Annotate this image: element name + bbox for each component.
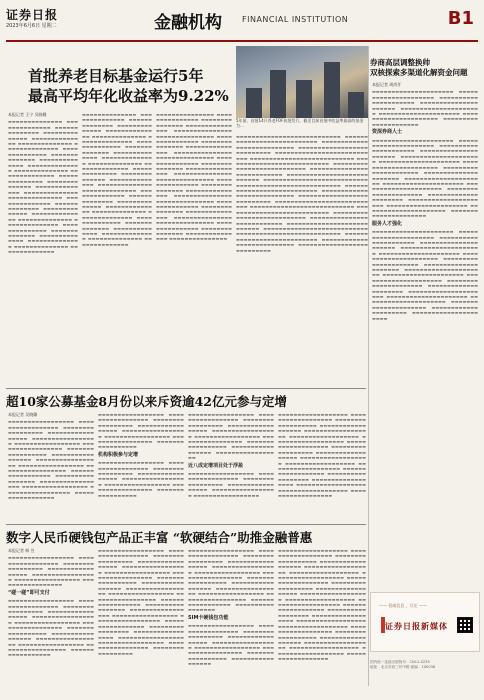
- story2-headline: 超10家公募基金8月份以来斥资逾42亿元参与定增: [6, 394, 287, 409]
- body-text: ▬▬▬▬▬▬▬▬▬▬▬▬▬▬▬ ▬▬▬▬▬▬▬▬▬▬▬▬▬▬▬ ▬▬▬▬▬▬▬▬▬▬▬▬▬▬▬ ▬▬▬▬▬▬▬▬▬▬▬▬▬▬▬ ▬▬▬▬▬▬▬▬▬▬▬▬▬▬▬ ▬▬▬▬▬▬▬▬▬▬▬▬▬▬▬ ▬▬▬▬▬▬▬▬▬▬▬▬▬▬▬ ▬▬▬▬▬▬▬▬▬▬▬▬▬▬▬ ▬▬▬▬▬▬▬▬▬▬▬▬▬▬▬ ▬▬▬▬▬▬▬▬▬▬▬▬▬▬▬ ▬▬▬▬▬▬▬▬▬▬▬▬▬▬▬ ▬▬▬▬▬▬▬▬▬▬▬▬▬▬▬ ▬▬▬▬▬▬▬▬▬▬▬▬▬▬▬ ▬▬▬▬▬▬▬▬▬▬▬▬▬▬▬ ▬▬▬▬▬▬▬▬▬▬▬▬▬▬▬ ▬▬▬▬▬▬▬▬▬▬▬▬▬▬▬ ▬▬▬▬▬▬▬▬▬▬▬▬▬▬▬ ▬▬▬▬▬▬▬▬▬▬▬▬▬▬▬ ▬▬▬▬▬▬▬▬▬▬▬▬▬▬▬ ▬▬▬▬▬▬▬▬▬▬▬▬▬▬▬ ▬▬▬▬▬▬▬▬▬▬▬▬▬▬▬ ▬▬▬▬▬▬▬▬▬▬▬▬▬▬▬ ▬▬▬▬▬▬▬▬▬▬▬▬▬▬▬ ▬▬▬▬▬▬▬▬▬▬▬▬▬▬▬ ▬▬▬▬▬▬▬▬▬▬▬▬▬▬▬ ▬▬▬▬▬▬▬▬▬▬▬▬▬▬▬ ▬▬▬▬▬▬▬▬▬▬▬▬▬▬▬ ▬▬▬▬▬▬▬▬▬▬▬▬▬▬▬ ▬▬▬▬▬▬▬▬▬▬▬▬▬▬▬ ▬▬▬▬▬▬▬▬▬▬▬▬▬▬▬: [156, 112, 234, 242]
- body-text: ▬▬▬▬▬▬▬▬▬▬▬▬▬▬▬▬▬ ▬▬▬▬▬▬▬▬▬▬▬▬▬▬▬▬▬ ▬▬▬▬▬▬▬▬▬▬▬▬▬▬▬▬▬ ▬▬▬▬▬▬▬▬▬▬▬▬▬▬▬▬▬ ▬▬▬▬▬▬▬▬▬▬▬▬▬▬▬▬▬ ▬▬▬▬▬▬▬▬▬▬▬▬▬▬▬▬▬ ▬▬▬▬▬▬▬▬▬▬▬▬▬▬▬▬▬ ▬▬▬▬▬▬▬▬▬▬▬▬▬▬▬▬▬ ▬▬▬▬▬▬▬▬▬▬▬▬▬▬▬▬▬ ▬▬▬▬▬▬▬▬▬▬▬▬▬▬▬▬▬ ▬▬▬▬▬▬▬▬▬▬▬▬▬▬▬▬▬ ▬▬▬▬▬▬▬▬▬▬▬▬▬▬▬▬▬ ▬▬▬▬▬▬▬▬▬▬▬▬▬▬▬▬▬ ▬▬▬▬▬▬▬▬▬▬▬▬▬▬▬▬▬ ▬▬▬▬▬▬▬▬▬▬▬▬▬▬▬▬▬ ▬▬▬▬▬▬▬▬▬▬▬▬▬▬▬▬▬ ▬▬▬▬▬▬▬▬▬▬▬▬▬▬▬▬▬ ▬▬▬▬▬▬▬▬▬▬▬▬▬▬▬▬▬: [8, 419, 94, 501]
- lead-headline-line1: 首批养老目标基金运行5年: [28, 67, 204, 85]
- advertisement-box[interactable]: [370, 592, 480, 652]
- body-text: ▬▬▬▬▬▬▬▬▬▬▬▬▬▬▬▬▬ ▬▬▬▬▬▬▬▬▬▬▬▬▬▬▬▬▬ ▬▬▬▬▬▬▬▬▬▬▬▬▬▬▬▬▬ ▬▬▬▬▬▬▬▬▬▬▬▬▬▬▬▬▬ ▬▬▬▬▬▬▬▬▬▬▬▬▬▬▬▬▬ ▬▬▬▬▬▬▬▬▬▬▬▬▬▬▬▬▬: [188, 471, 274, 498]
- page-number: B1: [447, 8, 474, 29]
- lead-column-3: [156, 112, 232, 384]
- column-divider: [368, 46, 369, 686]
- story3-column-1: [8, 548, 94, 694]
- photo-building: [348, 92, 364, 118]
- section-rule: [6, 524, 366, 525]
- body-text: ▬▬▬▬▬▬▬▬▬▬▬▬▬▬▬▬▬▬ ▬▬▬▬▬▬▬▬▬▬▬▬▬▬▬▬▬▬ ▬▬▬▬▬▬▬▬▬▬▬▬▬▬▬▬▬▬ ▬▬▬▬▬▬▬▬▬▬▬▬▬▬▬▬▬▬ ▬▬▬▬▬▬▬▬▬▬▬▬▬▬▬▬▬▬ ▬▬▬▬▬▬▬▬▬▬▬▬▬▬▬▬▬▬ ▬▬▬▬▬▬▬▬▬▬▬▬▬▬▬▬▬▬ ▬▬▬▬▬▬▬▬▬▬▬▬▬▬▬▬▬▬ ▬▬▬▬▬▬▬▬▬▬▬▬▬▬▬▬▬▬ ▬▬▬▬▬▬▬▬▬▬▬▬▬▬▬▬▬▬ ▬▬▬▬▬▬▬▬▬▬▬▬▬▬▬▬▬▬ ▬▬▬▬▬▬▬▬▬▬▬▬▬▬▬▬▬▬ ▬▬▬▬▬▬▬▬▬▬▬▬▬▬▬▬▬▬ ▬▬▬▬▬▬▬▬▬▬▬▬▬▬▬▬▬▬ ▬▬▬▬▬▬▬▬▬▬▬▬▬▬▬▬▬▬ ▬▬▬▬▬▬▬▬▬▬▬▬▬▬▬▬▬▬ ▬▬▬▬▬▬▬▬▬▬▬▬▬▬▬▬▬▬ ▬▬▬▬▬▬▬▬▬▬▬▬▬▬▬▬▬▬ ▬▬▬▬▬▬▬▬▬▬▬▬▬▬▬▬▬▬: [278, 412, 368, 499]
- story2-subhead-1: 机构积极参与定增: [98, 451, 139, 458]
- body-text: ▬▬▬▬▬▬▬▬▬▬▬▬▬▬▬▬▬ ▬▬▬▬▬▬▬▬▬▬▬▬▬▬▬▬▬ ▬▬▬▬▬▬▬▬▬▬▬▬▬▬▬▬▬ ▬▬▬▬▬▬▬▬▬▬▬▬▬▬▬▬▬ ▬▬▬▬▬▬▬▬▬▬▬▬▬▬▬▬▬ ▬▬▬▬▬▬▬▬▬▬▬▬▬▬▬▬▬ ▬▬▬▬▬▬▬▬▬▬▬▬▬▬▬▬▬ ▬▬▬▬▬▬▬▬▬▬▬▬▬▬▬▬▬ ▬▬▬▬▬▬▬▬▬▬▬▬▬▬▬▬▬ ▬▬▬▬▬▬▬▬▬▬▬▬▬▬▬▬▬ ▬▬▬▬▬▬▬▬▬▬▬▬▬▬▬▬▬ ▬▬▬▬▬▬▬▬▬▬▬▬▬▬▬▬▬ ▬▬▬▬▬▬▬▬▬▬▬▬▬▬▬▬▬ ▬▬▬▬▬▬▬▬▬▬▬▬▬▬▬▬▬ ▬▬▬▬▬▬▬▬▬▬▬▬▬▬▬▬▬ ▬▬▬▬▬▬▬▬▬▬▬▬▬▬▬▬▬ ▬▬▬▬▬▬▬▬▬▬▬▬▬▬▬▬▬ ▬▬▬▬▬▬▬▬▬▬▬▬▬▬▬▬▬ ▬▬▬▬▬▬▬▬▬▬▬▬▬▬▬▬▬ ▬▬▬▬▬▬▬▬▬▬▬▬▬▬▬▬▬ ▬▬▬▬▬▬▬▬▬▬▬▬▬▬▬▬▬ ▬▬▬▬▬▬▬▬▬▬▬▬▬▬▬▬▬ ▬▬▬▬▬▬▬▬▬▬▬▬▬▬▬▬▬ ▬▬▬▬▬▬▬▬▬▬▬▬▬▬▬▬▬: [98, 548, 186, 656]
- ad-slogan: —— 权威信息 ，尽在 ——: [379, 603, 427, 608]
- lead-byline: 本报记者 王宁 吴晓璐: [8, 112, 47, 117]
- body-text: ▬▬▬▬▬▬▬▬▬▬▬▬▬▬▬▬▬▬▬▬▬ ▬▬▬▬▬▬▬▬▬▬▬▬▬▬▬▬▬▬▬▬▬ ▬▬▬▬▬▬▬▬▬▬▬▬▬▬▬▬▬▬▬▬▬ ▬▬▬▬▬▬▬▬▬▬▬▬▬▬▬▬▬▬▬▬▬ ▬▬▬▬▬▬▬▬▬▬▬▬▬▬▬▬▬▬▬▬▬ ▬▬▬▬▬▬▬▬▬▬▬▬▬▬▬▬▬▬▬▬▬ ▬▬▬▬▬▬▬▬▬▬▬▬▬▬▬▬▬▬▬▬▬ ▬▬▬▬▬▬▬▬▬▬▬▬▬▬▬▬▬▬▬▬▬ ▬▬▬▬▬▬▬▬▬▬▬▬▬▬▬▬▬▬▬▬▬ ▬▬▬▬▬▬▬▬▬▬▬▬▬▬▬▬▬▬▬▬▬ ▬▬▬▬▬▬▬▬▬▬▬▬▬▬▬▬▬▬▬▬▬ ▬▬▬▬▬▬▬▬▬▬▬▬▬▬▬▬▬▬▬▬▬ ▬▬▬▬▬▬▬▬▬▬▬▬▬▬▬▬▬▬▬▬▬ ▬▬▬▬▬▬▬▬▬▬▬▬▬▬▬▬▬▬▬▬▬ ▬▬▬▬▬▬▬▬▬▬▬▬▬▬▬▬▬▬▬▬▬ ▬▬▬▬▬▬▬▬▬▬▬▬▬▬▬▬▬▬▬▬▬ ▬▬▬▬▬▬▬▬▬▬▬▬▬▬▬▬▬▬▬▬▬ ▬▬▬▬▬▬▬▬▬▬▬▬▬▬▬▬▬▬▬▬▬ ▬▬▬▬▬▬▬▬▬▬▬▬▬▬▬▬▬▬▬▬▬ ▬▬▬▬▬▬▬▬▬▬▬▬▬▬▬▬▬▬▬▬▬: [372, 229, 478, 321]
- story3-byline: 本报记者 韩 昱: [8, 548, 35, 553]
- masthead: [6, 4, 478, 42]
- section-rule: [6, 388, 366, 389]
- lead-photo: [236, 46, 368, 118]
- story2-column-3: [188, 412, 274, 522]
- lead-headline: [28, 66, 229, 106]
- body-text: ▬▬▬▬▬▬▬▬▬▬▬▬▬▬▬▬▬ ▬▬▬▬▬▬▬▬▬▬▬▬▬▬▬▬▬ ▬▬▬▬▬▬▬▬▬▬▬▬▬▬▬▬▬ ▬▬▬▬▬▬▬▬▬▬▬▬▬▬▬▬▬ ▬▬▬▬▬▬▬▬▬▬▬▬▬▬▬▬▬ ▬▬▬▬▬▬▬▬▬▬▬▬▬▬▬▬▬ ▬▬▬▬▬▬▬▬▬▬▬▬▬▬▬▬▬ ▬▬▬▬▬▬▬▬▬▬▬▬▬▬▬▬▬: [98, 412, 184, 450]
- lead-column-1: [8, 112, 78, 384]
- photo-building: [296, 80, 312, 118]
- body-text: ▬▬▬▬▬▬▬▬▬▬▬▬▬▬▬▬▬▬▬▬▬ ▬▬▬▬▬▬▬▬▬▬▬▬▬▬▬▬▬▬▬▬▬ ▬▬▬▬▬▬▬▬▬▬▬▬▬▬▬▬▬▬▬▬▬ ▬▬▬▬▬▬▬▬▬▬▬▬▬▬▬▬▬▬▬▬▬ ▬▬▬▬▬▬▬▬▬▬▬▬▬▬▬▬▬▬▬▬▬ ▬▬▬▬▬▬▬▬▬▬▬▬▬▬▬▬▬▬▬▬▬ ▬▬▬▬▬▬▬▬▬▬▬▬▬▬▬▬▬▬▬▬▬ ▬▬▬▬▬▬▬▬▬▬▬▬▬▬▬▬▬▬▬▬▬ ▬▬▬▬▬▬▬▬▬▬▬▬▬▬▬▬▬▬▬▬▬ ▬▬▬▬▬▬▬▬▬▬▬▬▬▬▬▬▬▬▬▬▬ ▬▬▬▬▬▬▬▬▬▬▬▬▬▬▬▬▬▬▬▬▬ ▬▬▬▬▬▬▬▬▬▬▬▬▬▬▬▬▬▬▬▬▬ ▬▬▬▬▬▬▬▬▬▬▬▬▬▬▬▬▬▬▬▬▬ ▬▬▬▬▬▬▬▬▬▬▬▬▬▬▬▬▬▬▬▬▬ ▬▬▬▬▬▬▬▬▬▬▬▬▬▬▬▬▬▬▬▬▬ ▬▬▬▬▬▬▬▬▬▬▬▬▬▬▬▬▬▬▬▬▬ ▬▬▬▬▬▬▬▬▬▬▬▬▬▬▬▬▬▬▬▬▬ ▬▬▬▬▬▬▬▬▬▬▬▬▬▬▬▬▬▬▬▬▬: [372, 137, 478, 219]
- lead-column-4: [236, 134, 368, 384]
- body-text: ▬▬▬▬▬▬▬▬▬▬▬▬▬▬▬▬▬ ▬▬▬▬▬▬▬▬▬▬▬▬▬▬▬▬▬ ▬▬▬▬▬▬▬▬▬▬▬▬▬▬▬▬▬ ▬▬▬▬▬▬▬▬▬▬▬▬▬▬▬▬▬ ▬▬▬▬▬▬▬▬▬▬▬▬▬▬▬▬▬ ▬▬▬▬▬▬▬▬▬▬▬▬▬▬▬▬▬ ▬▬▬▬▬▬▬▬▬▬▬▬▬▬▬▬▬ ▬▬▬▬▬▬▬▬▬▬▬▬▬▬▬▬▬ ▬▬▬▬▬▬▬▬▬▬▬▬▬▬▬▬▬: [188, 623, 274, 667]
- right-headline-line1: 券商高层调整换帅: [370, 58, 430, 67]
- body-text: ▬▬▬▬▬▬▬▬▬▬▬▬▬▬▬▬▬▬ ▬▬▬▬▬▬▬▬▬▬▬▬▬▬▬▬▬▬ ▬▬▬▬▬▬▬▬▬▬▬▬▬▬▬▬▬▬ ▬▬▬▬▬▬▬▬▬▬▬▬▬▬▬▬▬▬ ▬▬▬▬▬▬▬▬▬▬▬▬▬▬▬▬▬▬ ▬▬▬▬▬▬▬▬▬▬▬▬▬▬▬▬▬▬ ▬▬▬▬▬▬▬▬▬▬▬▬▬▬▬▬▬▬ ▬▬▬▬▬▬▬▬▬▬▬▬▬▬▬▬▬▬ ▬▬▬▬▬▬▬▬▬▬▬▬▬▬▬▬▬▬ ▬▬▬▬▬▬▬▬▬▬▬▬▬▬▬▬▬▬ ▬▬▬▬▬▬▬▬▬▬▬▬▬▬▬▬▬▬ ▬▬▬▬▬▬▬▬▬▬▬▬▬▬▬▬▬▬ ▬▬▬▬▬▬▬▬▬▬▬▬▬▬▬▬▬▬ ▬▬▬▬▬▬▬▬▬▬▬▬▬▬▬▬▬▬ ▬▬▬▬▬▬▬▬▬▬▬▬▬▬▬▬▬▬ ▬▬▬▬▬▬▬▬▬▬▬▬▬▬▬▬▬▬ ▬▬▬▬▬▬▬▬▬▬▬▬▬▬▬▬▬▬ ▬▬▬▬▬▬▬▬▬▬▬▬▬▬▬▬▬▬ ▬▬▬▬▬▬▬▬▬▬▬▬▬▬▬▬▬▬ ▬▬▬▬▬▬▬▬▬▬▬▬▬▬▬▬▬▬ ▬▬▬▬▬▬▬▬▬▬▬▬▬▬▬▬▬▬ ▬▬▬▬▬▬▬▬▬▬▬▬▬▬▬▬▬▬ ▬▬▬▬▬▬▬▬▬▬▬▬▬▬▬▬▬▬ ▬▬▬▬▬▬▬▬▬▬▬▬▬▬▬▬▬▬ ▬▬▬▬▬▬▬▬▬▬▬▬▬▬▬▬▬▬: [278, 548, 368, 662]
- story3-column-3: [188, 548, 274, 694]
- footer: [370, 660, 480, 670]
- body-text: ▬▬▬▬▬▬▬▬▬▬▬▬▬▬▬▬▬▬▬▬▬▬▬▬▬▬▬ ▬▬▬▬▬▬▬▬▬▬▬▬▬▬▬▬▬▬▬▬▬▬▬▬▬▬▬ ▬▬▬▬▬▬▬▬▬▬▬▬▬▬▬▬▬▬▬▬▬▬▬▬▬▬▬ ▬▬▬▬▬▬▬▬▬▬▬▬▬▬▬▬▬▬▬▬▬▬▬▬▬▬▬ ▬▬▬▬▬▬▬▬▬▬▬▬▬▬▬▬▬▬▬▬▬▬▬▬▬▬▬ ▬▬▬▬▬▬▬▬▬▬▬▬▬▬▬▬▬▬▬▬▬▬▬▬▬▬▬ ▬▬▬▬▬▬▬▬▬▬▬▬▬▬▬▬▬▬▬▬▬▬▬▬▬▬▬ ▬▬▬▬▬▬▬▬▬▬▬▬▬▬▬▬▬▬▬▬▬▬▬▬▬▬▬ ▬▬▬▬▬▬▬▬▬▬▬▬▬▬▬▬▬▬▬▬▬▬▬▬▬▬▬ ▬▬▬▬▬▬▬▬▬▬▬▬▬▬▬▬▬▬▬▬▬▬▬▬▬▬▬ ▬▬▬▬▬▬▬▬▬▬▬▬▬▬▬▬▬▬▬▬▬▬▬▬▬▬▬ ▬▬▬▬▬▬▬▬▬▬▬▬▬▬▬▬▬▬▬▬▬▬▬▬▬▬▬ ▬▬▬▬▬▬▬▬▬▬▬▬▬▬▬▬▬▬▬▬▬▬▬▬▬▬▬ ▬▬▬▬▬▬▬▬▬▬▬▬▬▬▬▬▬▬▬▬▬▬▬▬▬▬▬ ▬▬▬▬▬▬▬▬▬▬▬▬▬▬▬▬▬▬▬▬▬▬▬▬▬▬▬ ▬▬▬▬▬▬▬▬▬▬▬▬▬▬▬▬▬▬▬▬▬▬▬▬▬▬▬ ▬▬▬▬▬▬▬▬▬▬▬▬▬▬▬▬▬▬▬▬▬▬▬▬▬▬▬ ▬▬▬▬▬▬▬▬▬▬▬▬▬▬▬▬▬▬▬▬▬▬▬▬▬▬▬ ▬▬▬▬▬▬▬▬▬▬▬▬▬▬▬▬▬▬▬▬▬▬▬▬▬▬▬ ▬▬▬▬▬▬▬▬▬▬▬▬▬▬▬▬▬▬▬▬▬▬▬▬▬▬▬ ▬▬▬▬▬▬▬▬▬▬▬▬▬▬▬▬▬▬▬▬▬▬▬▬▬▬▬ ▬▬▬▬▬▬▬▬▬▬▬▬▬▬▬▬▬▬▬▬▬▬▬▬▬▬▬ ▬▬▬▬▬▬▬▬▬▬▬▬▬▬▬▬▬▬▬▬▬▬▬▬▬▬▬ ▬▬▬▬▬▬▬▬▬▬▬▬▬▬▬▬▬▬▬▬▬▬▬▬▬▬▬ ▬▬▬▬▬▬▬▬▬▬▬▬▬▬▬▬▬▬▬▬▬▬▬▬▬▬▬ ▬▬▬▬▬▬▬▬▬▬▬▬▬▬▬▬▬▬▬▬▬▬▬▬▬▬▬: [236, 134, 368, 253]
- story2-column-1: [8, 412, 94, 522]
- story2-column-2: [98, 412, 184, 522]
- body-text: ▬▬▬▬▬▬▬▬▬▬▬▬▬▬▬▬▬ ▬▬▬▬▬▬▬▬▬▬▬▬▬▬▬▬▬ ▬▬▬▬▬▬▬▬▬▬▬▬▬▬▬▬▬ ▬▬▬▬▬▬▬▬▬▬▬▬▬▬▬▬▬ ▬▬▬▬▬▬▬▬▬▬▬▬▬▬▬▬▬ ▬▬▬▬▬▬▬▬▬▬▬▬▬▬▬▬▬ ▬▬▬▬▬▬▬▬▬▬▬▬▬▬▬▬▬ ▬▬▬▬▬▬▬▬▬▬▬▬▬▬▬▬▬: [98, 460, 184, 498]
- body-text: ▬▬▬▬▬▬▬▬▬▬▬▬▬▬▬▬▬ ▬▬▬▬▬▬▬▬▬▬▬▬▬▬▬▬▬ ▬▬▬▬▬▬▬▬▬▬▬▬▬▬▬▬▬ ▬▬▬▬▬▬▬▬▬▬▬▬▬▬▬▬▬ ▬▬▬▬▬▬▬▬▬▬▬▬▬▬▬▬▬ ▬▬▬▬▬▬▬▬▬▬▬▬▬▬▬▬▬ ▬▬▬▬▬▬▬▬▬▬▬▬▬▬▬▬▬ ▬▬▬▬▬▬▬▬▬▬▬▬▬▬▬▬▬ ▬▬▬▬▬▬▬▬▬▬▬▬▬▬▬▬▬ ▬▬▬▬▬▬▬▬▬▬▬▬▬▬▬▬▬ ▬▬▬▬▬▬▬▬▬▬▬▬▬▬▬▬▬ ▬▬▬▬▬▬▬▬▬▬▬▬▬▬▬▬▬ ▬▬▬▬▬▬▬▬▬▬▬▬▬▬▬▬▬ ▬▬▬▬▬▬▬▬▬▬▬▬▬▬▬▬▬: [188, 548, 274, 613]
- lead-headline-line2: 最高平均年化收益率为9.22%: [28, 87, 229, 105]
- body-text: ▬▬▬▬▬▬▬▬▬▬▬▬▬▬ ▬▬▬▬▬▬▬▬▬▬▬▬▬▬ ▬▬▬▬▬▬▬▬▬▬▬▬▬▬ ▬▬▬▬▬▬▬▬▬▬▬▬▬▬ ▬▬▬▬▬▬▬▬▬▬▬▬▬▬ ▬▬▬▬▬▬▬▬▬▬▬▬▬▬ ▬▬▬▬▬▬▬▬▬▬▬▬▬▬ ▬▬▬▬▬▬▬▬▬▬▬▬▬▬ ▬▬▬▬▬▬▬▬▬▬▬▬▬▬ ▬▬▬▬▬▬▬▬▬▬▬▬▬▬ ▬▬▬▬▬▬▬▬▬▬▬▬▬▬ ▬▬▬▬▬▬▬▬▬▬▬▬▬▬ ▬▬▬▬▬▬▬▬▬▬▬▬▬▬ ▬▬▬▬▬▬▬▬▬▬▬▬▬▬ ▬▬▬▬▬▬▬▬▬▬▬▬▬▬ ▬▬▬▬▬▬▬▬▬▬▬▬▬▬ ▬▬▬▬▬▬▬▬▬▬▬▬▬▬ ▬▬▬▬▬▬▬▬▬▬▬▬▬▬ ▬▬▬▬▬▬▬▬▬▬▬▬▬▬ ▬▬▬▬▬▬▬▬▬▬▬▬▬▬ ▬▬▬▬▬▬▬▬▬▬▬▬▬▬ ▬▬▬▬▬▬▬▬▬▬▬▬▬▬ ▬▬▬▬▬▬▬▬▬▬▬▬▬▬ ▬▬▬▬▬▬▬▬▬▬▬▬▬▬ ▬▬▬▬▬▬▬▬▬▬▬▬▬▬ ▬▬▬▬▬▬▬▬▬▬▬▬▬▬ ▬▬▬▬▬▬▬▬▬▬▬▬▬▬ ▬▬▬▬▬▬▬▬▬▬▬▬▬▬ ▬▬▬▬▬▬▬▬▬▬▬▬▬▬ ▬▬▬▬▬▬▬▬▬▬▬▬▬▬: [8, 119, 80, 255]
- photo-caption: 5年前，首批14只养老FOF获批发行，截至目前首批中收益率最高的基金为…: [236, 118, 364, 128]
- story3-subhead-2: SIM卡硬钱包功能: [188, 614, 229, 621]
- body-text: ▬▬▬▬▬▬▬▬▬▬▬▬▬▬▬▬▬ ▬▬▬▬▬▬▬▬▬▬▬▬▬▬▬▬▬ ▬▬▬▬▬▬▬▬▬▬▬▬▬▬▬▬▬ ▬▬▬▬▬▬▬▬▬▬▬▬▬▬▬▬▬ ▬▬▬▬▬▬▬▬▬▬▬▬▬▬▬▬▬ ▬▬▬▬▬▬▬▬▬▬▬▬▬▬▬▬▬ ▬▬▬▬▬▬▬▬▬▬▬▬▬▬▬▬▬: [8, 555, 94, 588]
- story2-column-4: [278, 412, 366, 522]
- story3-headline: 数字人民币硬钱包产品正丰富 “软硬结合”助推金融普惠: [6, 530, 313, 545]
- body-text: ▬▬▬▬▬▬▬▬▬▬▬▬▬▬ ▬▬▬▬▬▬▬▬▬▬▬▬▬▬ ▬▬▬▬▬▬▬▬▬▬▬▬▬▬ ▬▬▬▬▬▬▬▬▬▬▬▬▬▬ ▬▬▬▬▬▬▬▬▬▬▬▬▬▬ ▬▬▬▬▬▬▬▬▬▬▬▬▬▬ ▬▬▬▬▬▬▬▬▬▬▬▬▬▬ ▬▬▬▬▬▬▬▬▬▬▬▬▬▬ ▬▬▬▬▬▬▬▬▬▬▬▬▬▬ ▬▬▬▬▬▬▬▬▬▬▬▬▬▬ ▬▬▬▬▬▬▬▬▬▬▬▬▬▬ ▬▬▬▬▬▬▬▬▬▬▬▬▬▬ ▬▬▬▬▬▬▬▬▬▬▬▬▬▬ ▬▬▬▬▬▬▬▬▬▬▬▬▬▬ ▬▬▬▬▬▬▬▬▬▬▬▬▬▬ ▬▬▬▬▬▬▬▬▬▬▬▬▬▬ ▬▬▬▬▬▬▬▬▬▬▬▬▬▬ ▬▬▬▬▬▬▬▬▬▬▬▬▬▬ ▬▬▬▬▬▬▬▬▬▬▬▬▬▬ ▬▬▬▬▬▬▬▬▬▬▬▬▬▬ ▬▬▬▬▬▬▬▬▬▬▬▬▬▬ ▬▬▬▬▬▬▬▬▬▬▬▬▬▬ ▬▬▬▬▬▬▬▬▬▬▬▬▬▬ ▬▬▬▬▬▬▬▬▬▬▬▬▬▬ ▬▬▬▬▬▬▬▬▬▬▬▬▬▬ ▬▬▬▬▬▬▬▬▬▬▬▬▬▬ ▬▬▬▬▬▬▬▬▬▬▬▬▬▬ ▬▬▬▬▬▬▬▬▬▬▬▬▬▬ ▬▬▬▬▬▬▬▬▬▬▬▬▬▬ ▬▬▬▬▬▬▬▬▬▬▬▬▬▬: [82, 112, 154, 247]
- lead-column-2: [82, 112, 152, 384]
- section-title: 金融机构: [154, 13, 222, 33]
- photo-building: [324, 62, 340, 118]
- section-title-english: FINANCIAL INSTITUTION: [242, 15, 349, 24]
- right-subhead-1: 资深券商人士: [372, 129, 403, 136]
- right-headline: [370, 58, 480, 78]
- right-subhead-2: 服务人才强化: [372, 220, 403, 227]
- right-headline-line2: 双核探索多渠道化解资金问题: [370, 68, 468, 77]
- story2-subhead-2: 近八成定增项目处于浮盈: [188, 462, 244, 469]
- footer-line-2: 地址：北京市西三环中路 邮编：100036: [370, 665, 436, 669]
- qr-code-icon[interactable]: [457, 617, 473, 633]
- issue-date: 2023年6月6日 星期二: [6, 23, 57, 29]
- ad-title: 证券日报新媒体: [385, 622, 448, 631]
- body-text: ▬▬▬▬▬▬▬▬▬▬▬▬▬▬▬▬▬ ▬▬▬▬▬▬▬▬▬▬▬▬▬▬▬▬▬ ▬▬▬▬▬▬▬▬▬▬▬▬▬▬▬▬▬ ▬▬▬▬▬▬▬▬▬▬▬▬▬▬▬▬▬ ▬▬▬▬▬▬▬▬▬▬▬▬▬▬▬▬▬ ▬▬▬▬▬▬▬▬▬▬▬▬▬▬▬▬▬ ▬▬▬▬▬▬▬▬▬▬▬▬▬▬▬▬▬ ▬▬▬▬▬▬▬▬▬▬▬▬▬▬▬▬▬ ▬▬▬▬▬▬▬▬▬▬▬▬▬▬▬▬▬ ▬▬▬▬▬▬▬▬▬▬▬▬▬▬▬▬▬ ▬▬▬▬▬▬▬▬▬▬▬▬▬▬▬▬▬ ▬▬▬▬▬▬▬▬▬▬▬▬▬▬▬▬▬ ▬▬▬▬▬▬▬▬▬▬▬▬▬▬▬▬▬: [8, 598, 94, 658]
- newspaper-logo: 证券日报: [6, 8, 59, 22]
- right-column: [372, 82, 478, 582]
- footer-line-1: 国内统一连续出版物号：CN11-0235: [370, 660, 430, 664]
- photo-building: [270, 70, 286, 118]
- story2-byline: 本报记者 吴晓璐: [8, 412, 38, 417]
- body-text: ▬▬▬▬▬▬▬▬▬▬▬▬▬▬▬▬▬ ▬▬▬▬▬▬▬▬▬▬▬▬▬▬▬▬▬ ▬▬▬▬▬▬▬▬▬▬▬▬▬▬▬▬▬ ▬▬▬▬▬▬▬▬▬▬▬▬▬▬▬▬▬ ▬▬▬▬▬▬▬▬▬▬▬▬▬▬▬▬▬ ▬▬▬▬▬▬▬▬▬▬▬▬▬▬▬▬▬ ▬▬▬▬▬▬▬▬▬▬▬▬▬▬▬▬▬ ▬▬▬▬▬▬▬▬▬▬▬▬▬▬▬▬▬ ▬▬▬▬▬▬▬▬▬▬▬▬▬▬▬▬▬ ▬▬▬▬▬▬▬▬▬▬▬▬▬▬▬▬▬: [188, 412, 274, 461]
- story3-column-4: [278, 548, 366, 694]
- story3-subhead-1: “碰一碰”即可支付: [8, 589, 50, 596]
- right-byline: 本报记者 周尚仟: [372, 82, 402, 87]
- photo-building: [246, 88, 262, 118]
- story3-column-2: [98, 548, 184, 694]
- body-text: ▬▬▬▬▬▬▬▬▬▬▬▬▬▬▬▬▬▬▬▬▬ ▬▬▬▬▬▬▬▬▬▬▬▬▬▬▬▬▬▬▬▬▬ ▬▬▬▬▬▬▬▬▬▬▬▬▬▬▬▬▬▬▬▬▬ ▬▬▬▬▬▬▬▬▬▬▬▬▬▬▬▬▬▬▬▬▬ ▬▬▬▬▬▬▬▬▬▬▬▬▬▬▬▬▬▬▬▬▬ ▬▬▬▬▬▬▬▬▬▬▬▬▬▬▬▬▬▬▬▬▬ ▬▬▬▬▬▬▬▬▬▬▬▬▬▬▬▬▬▬▬▬▬ ▬▬▬▬▬▬▬▬▬▬▬▬▬▬▬▬▬▬▬▬▬: [372, 89, 478, 127]
